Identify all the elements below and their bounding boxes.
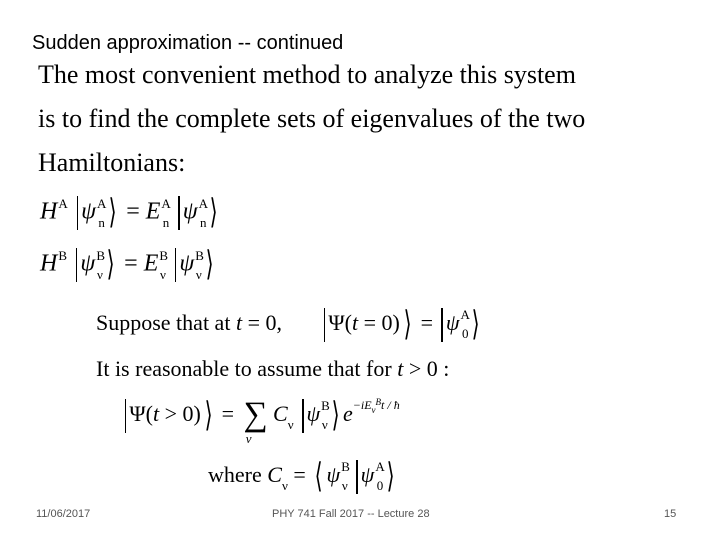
intro-line-1: The most convenient method to analyze this system — [38, 60, 576, 89]
equation-hamiltonian-b: $H^B$ $\psi^B_\nu$ ⟩ = $E^B_\nu$ $\psi^B_\nu$ ⟩ — [40, 246, 214, 283]
where-text: where — [208, 462, 262, 488]
intro-line-3: Hamiltonians: — [38, 148, 186, 177]
where-line: where $C_\nu$ = ⟨ $\psi^B_\nu$ $\psi^A_0$ ⟩ — [208, 458, 395, 495]
equation-hamiltonian-a: $H^A$ $\psi^A_n$ ⟩ = $E^A_n$ $\psi^A_n$ ⟩ — [40, 194, 219, 231]
assume-text: It is reasonable to assume that for — [96, 356, 392, 381]
assume-line: It is reasonable to assume that for t > 0 : — [96, 356, 450, 381]
intro-line-2: is to find the complete sets of eigenvalues of the two — [38, 104, 586, 133]
slide-title: Sudden approximation -- continued — [32, 32, 344, 54]
footer-page-number: 15 — [664, 508, 677, 520]
footer-course: PHY 741 Fall 2017 -- Lecture 28 — [272, 508, 430, 520]
suppose-text: Suppose that at — [96, 310, 231, 336]
suppose-line: Suppose that at t = 0, Ψ(t = 0) ⟩ = $\psi^A_0$ ⟩ — [96, 306, 481, 343]
footer-date: 11/06/2017 — [36, 508, 91, 520]
expansion-equation: Ψ(t > 0) ⟩ = $\sum_\nu$ $C_\nu$ $\psi^B_\nu$ ⟩ $e^{-iE_\nu^Bt / ħ}$ — [122, 392, 400, 433]
